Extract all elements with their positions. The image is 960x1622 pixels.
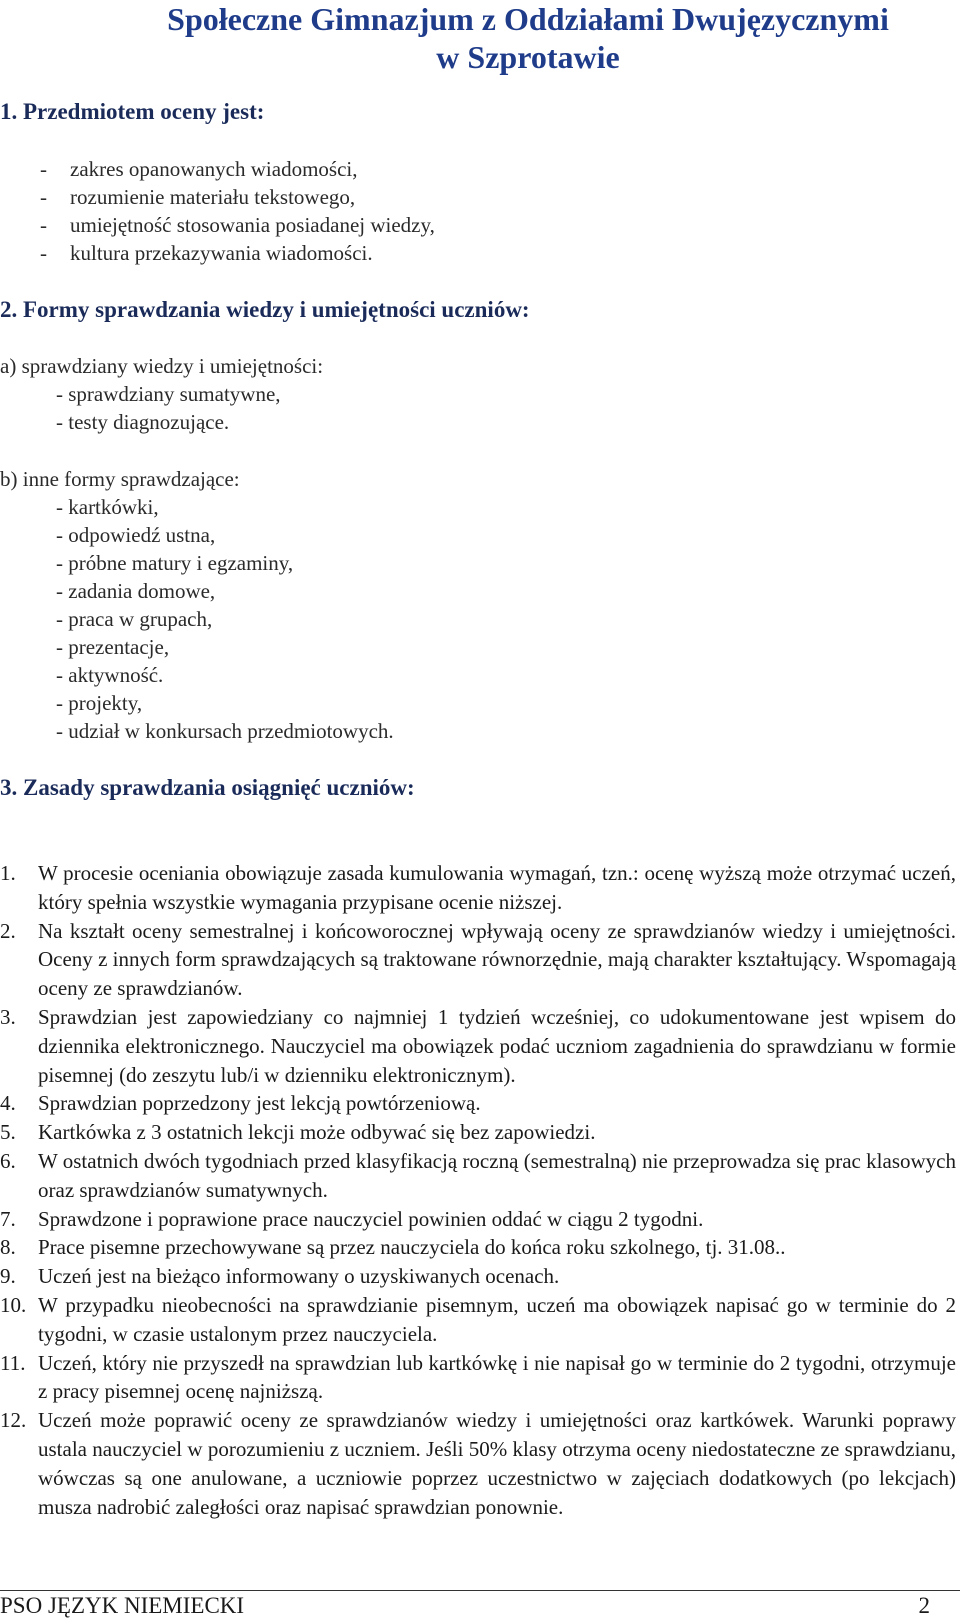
section2-b-item: - próbne matury i egzaminy, bbox=[56, 549, 293, 577]
rule-item: 4. Sprawdzian poprzedzony jest lekcją powtórzeniową. bbox=[0, 1089, 958, 1118]
rule-item: 1. W procesie oceniania obowiązuje zasada kumulowania wymagań, tzn.: ocenę wyższą może otrzymać uczeń, który spełnia wszystkie wymagania przypisane ocenie niższej. bbox=[0, 859, 958, 917]
rules-list bbox=[0, 859, 958, 1521]
section2-b-item: - zadania domowe, bbox=[56, 577, 215, 605]
section2-b-item: - odpowiedź ustna, bbox=[56, 521, 215, 549]
rule-item: 11. Uczeń, który nie przyszedł na sprawdzian lub kartkówkę i nie napisał go w terminie do 2 tygodni, otrzymuje z pracy pisemnej ocenę najniższą. bbox=[0, 1349, 958, 1407]
section1-item: - zakres opanowanych wiadomości, bbox=[40, 155, 358, 183]
page-number: 2 bbox=[919, 1591, 960, 1622]
section2-a-label: a) sprawdziany wiedzy i umiejętności: bbox=[0, 352, 323, 380]
rule-item: 9. Uczeń jest na bieżąco informowany o uzyskiwanych ocenach. bbox=[0, 1262, 958, 1291]
rule-item: 2. Na kształt oceny semestralnej i końcoworocznej wpływają oceny ze sprawdzianów wiedzy i umiejętności. Oceny z innych form sprawdzających są traktowane równorzędnie, mają charakter kształtujący. Wspomagają oceny ze sprawdzianów. bbox=[0, 917, 958, 1003]
section1-item: - rozumienie materiału tekstowego, bbox=[40, 183, 355, 211]
school-title-line1: Społeczne Gimnazjum z Oddziałami Dwujęzycznymi bbox=[96, 0, 960, 38]
section2-b-item: - aktywność. bbox=[56, 661, 163, 689]
rule-item: 7. Sprawdzone i poprawione prace nauczyciel powinien oddać w ciągu 2 tygodni. bbox=[0, 1205, 958, 1234]
rule-item: 8. Prace pisemne przechowywane są przez nauczyciela do końca roku szkolnego, tj. 31.08.. bbox=[0, 1233, 958, 1262]
rule-item: 12. Uczeń może poprawić oceny ze sprawdzianów wiedzy i umiejętności oraz kartkówek. Warunki poprawy ustala nauczyciel w porozumieniu z uczniem. Jeśli 50% klasy otrzyma oceny niedostateczne ze sprawdzianu, wówczas są one anulowane, a uczniowie poprzez uczestnictwo w zajęciach dodatkowych (po lekcjach) musza nadrobić zaległości oraz napisać sprawdzian ponownie. bbox=[0, 1406, 958, 1521]
rule-item: 6. W ostatnich dwóch tygodniach przed klasyfikacją roczną (semestralną) nie przeprowadza się prac klasowych oraz sprawdzianów sumatywnych. bbox=[0, 1147, 958, 1205]
section3-heading: 3. Zasady sprawdzania osiągnięć uczniów: bbox=[0, 774, 415, 802]
section2-b-item: - prezentacje, bbox=[56, 633, 169, 661]
school-title-line2: w Szprotawie bbox=[96, 38, 960, 76]
rule-item: 10. W przypadku nieobecności na sprawdzianie pisemnym, uczeń ma obowiązek napisać go w terminie do 2 tygodni, w czasie ustalonym przez nauczyciela. bbox=[0, 1291, 958, 1349]
section2-a-item: - testy diagnozujące. bbox=[56, 408, 229, 436]
rule-item: 3. Sprawdzian jest zapowiedziany co najmniej 1 tydzień wcześniej, co udokumentowane jest wpisem do dziennika elektronicznego. Nauczyciel ma obowiązek podać uczniom zagadnienia do sprawdzianu w formie pisemnej (do zeszytu lub/i w dzienniku elektronicznym). bbox=[0, 1003, 958, 1089]
section2-b-label: b) inne formy sprawdzające: bbox=[0, 465, 240, 493]
footer-label: PSO JĘZYK NIEMIECKI bbox=[0, 1591, 244, 1622]
rule-item: 5. Kartkówka z 3 ostatnich lekcji może odbywać się bez zapowiedzi. bbox=[0, 1118, 958, 1147]
section2-heading: 2. Formy sprawdzania wiedzy i umiejętności uczniów: bbox=[0, 296, 530, 324]
section2-b-item: - kartkówki, bbox=[56, 493, 159, 521]
page-footer bbox=[0, 1590, 960, 1622]
section1-item: - umiejętność stosowania posiadanej wiedzy, bbox=[40, 211, 435, 239]
section2-b-item: - projekty, bbox=[56, 689, 142, 717]
section1-item: - kultura przekazywania wiadomości. bbox=[40, 239, 373, 267]
section2-b-item: - praca w grupach, bbox=[56, 605, 212, 633]
section2-a-item: - sprawdziany sumatywne, bbox=[56, 380, 281, 408]
section1-heading: 1. Przedmiotem oceny jest: bbox=[0, 98, 264, 126]
school-title bbox=[0, 0, 960, 76]
section2-b-item: - udział w konkursach przedmiotowych. bbox=[56, 717, 394, 745]
